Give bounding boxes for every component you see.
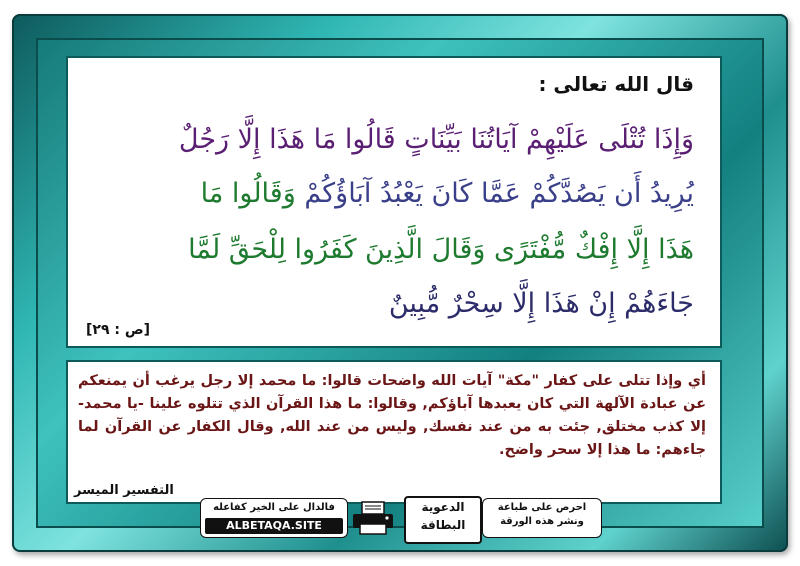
footer-hadith: فالدال على الخير كفاعله	[213, 502, 335, 513]
verse-line-3: هَذَا إِلَّا إِفْكٌ مُّفْتَرًى وَقَالَ الَّذِينَ كَفَرُوا لِلْحَقِّ لَمَّا	[188, 234, 694, 265]
tafsir-source: التفسير الميسر	[74, 483, 174, 498]
verse-line-1: وَإِذَا تُتْلَى عَلَيْهِمْ آيَاتُنَا بَيِّنَاتٍ قَالُوا مَا هَذَا إِلَّا رَجُلٌ	[178, 124, 694, 155]
verse-reference: [ص : ٢٩]	[86, 322, 151, 338]
albetaqa-logo	[404, 496, 482, 544]
verse-intro: قال الله تعالى :	[538, 72, 694, 96]
verse-line-2	[90, 174, 694, 214]
logo-line-2: البطاقة	[420, 518, 466, 532]
tafsir-text: أي وإذا تتلى على كفار "مكة" آيات الله واضحات قالوا: ما محمد إلا رجل يرغب أن يمنعكم عن عبادة الآلهة التي كان يعبدها آباؤكم, وقالوا: ما هذا القرآن الذي تتلوه علينا -يا محمد- إلا كذب مختلق, جئت به من عند نفسك, وليس من عند الله, وقال الكفار عن القرآن لما جاءهم: ما هذا إلا سحر واضح.	[78, 373, 706, 458]
logo-line-1: الدعوية	[421, 500, 465, 514]
footer-site-link[interactable]: ALBETAQA.SITE	[205, 518, 343, 534]
verse-line-4: جَاءَهُمْ إِنْ هَذَا إِلَّا سِحْرٌ مُّبِينٌ	[388, 288, 694, 319]
verse-line-2-end: وَقَالُوا مَا	[200, 178, 296, 209]
footer-site-box	[200, 498, 348, 538]
tafsir-panel	[66, 360, 722, 504]
footer-notice-line-1: احرص على طباعة	[497, 502, 587, 513]
footer-notice-box	[482, 498, 602, 538]
footer	[200, 496, 600, 540]
footer-notice-line-2: ونشر هذه الورقة	[500, 516, 584, 527]
verse-line-2-text: يُرِيدُ أَن يَصُدَّكُمْ عَمَّا كَانَ يَعْبُدُ آبَاؤُكُمْ	[304, 178, 694, 209]
verse-panel	[66, 56, 722, 348]
printer-icon	[350, 500, 396, 536]
